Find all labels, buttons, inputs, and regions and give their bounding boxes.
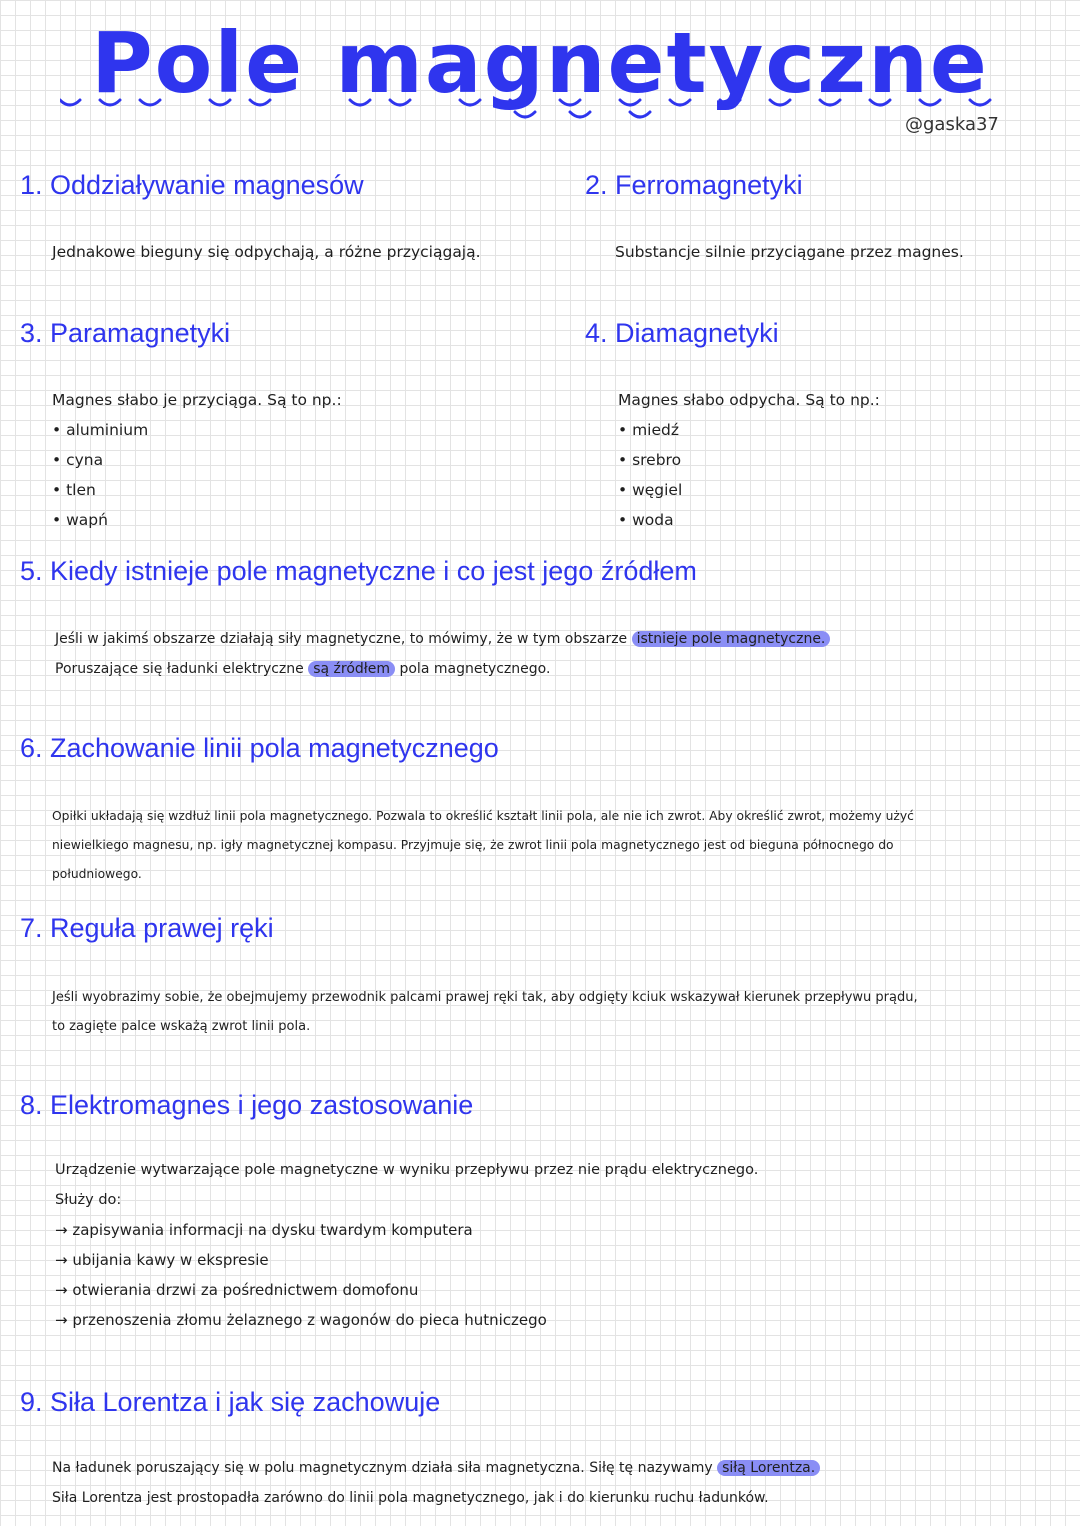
- list-item: • srebro: [618, 445, 880, 475]
- paramagnetic-list: [52, 415, 342, 535]
- list-item: • węgiel: [618, 475, 880, 505]
- section-7-heading: 7. Reguła prawej ręki: [20, 913, 274, 943]
- section-9-body: [52, 1453, 820, 1513]
- section-2-text: Substancje silnie przyciągane przez magnes.: [615, 243, 964, 261]
- section-8-line-1: Urządzenie wytwarzające pole magnetyczne w wyniku przepływu przez nie prądu elektrycznego.: [55, 1162, 759, 1178]
- section-8-heading: 8. Elektromagnes i jego zastosowanie: [20, 1090, 474, 1120]
- list-item: • miedź: [618, 415, 880, 445]
- section-1-heading: 1. Oddziaływanie magnesów: [20, 170, 364, 200]
- list-item: • aluminium: [52, 415, 342, 445]
- paragraph-line: Opiłki układają się wzdłuż linii pola magnetycznego. Pozwala to określić kształt linii pola, ale nie ich zwrot. Aby określić zwrot, możemy użyć: [52, 809, 914, 823]
- list-item: • tlen: [52, 475, 342, 505]
- section-7-body: [52, 983, 918, 1041]
- highlight-marker: są źródłem: [308, 661, 395, 677]
- section-4-body: [618, 385, 880, 535]
- section-8-line-2: Służy do:: [55, 1192, 122, 1208]
- section-5-line-2: [55, 654, 830, 684]
- list-item: • cyna: [52, 445, 342, 475]
- section-6-heading: 6. Zachowanie linii pola magnetycznego: [20, 733, 499, 763]
- list-item: • woda: [618, 505, 880, 535]
- paragraph-line: Jeśli wyobrazimy sobie, że obejmujemy przewodnik palcami prawej ręki tak, aby odgięty kciuk wskazywał kierunek przepływu prądu,: [52, 990, 918, 1005]
- section-4-heading: 4. Diamagnetyki: [585, 318, 779, 348]
- section-9-line-2: Siła Lorentza jest prostopadła zarówno do linii pola magnetycznego, jak i do kierunku ruchu ładunków.: [52, 1490, 769, 1506]
- paragraph-line: południowego.: [52, 867, 142, 881]
- highlight-marker: siłą Lorentza.: [717, 1460, 820, 1476]
- section-5-line-1: [55, 624, 830, 654]
- list-item: → otwierania drzwi za pośrednictwem domofonu: [55, 1275, 758, 1305]
- section-5-line-2-text: Poruszające się ładunki elektryczne: [55, 661, 304, 677]
- list-item: → zapisywania informacji na dysku twardym komputera: [55, 1215, 758, 1245]
- section-8-body: [55, 1155, 758, 1335]
- section-5-line-1-text: Jeśli w jakimś obszarze działają siły magnetyczne, to mówimy, że w tym obszarze: [55, 631, 628, 647]
- section-5-heading: 5. Kiedy istnieje pole magnetyczne i co jest jego źródłem: [20, 556, 697, 586]
- uses-list: [55, 1215, 758, 1335]
- section-4-intro: Magnes słabo odpycha. Są to np.:: [618, 391, 880, 409]
- list-item: → przenoszenia złomu żelaznego z wagonów do pieca hutniczego: [55, 1305, 758, 1335]
- section-9-line-1-text: Na ładunek poruszający się w polu magnetycznym działa siła magnetyczna. Siłę tę nazywamy: [52, 1460, 713, 1476]
- paragraph-line: to zagięte palce wskażą zwrot linii pola.: [52, 1019, 311, 1034]
- section-3-body: [52, 385, 342, 535]
- section-3-heading: 3. Paramagnetyki: [20, 318, 231, 348]
- author-handle: @gaska37: [905, 114, 999, 135]
- paragraph-line: niewielkiego magnesu, np. igły magnetycznej kompasu. Przyjmuje się, że zwrot linii pola magnetycznego jest od bieguna północnego do: [52, 838, 894, 852]
- section-2-heading: 2. Ferromagnetyki: [585, 170, 803, 200]
- section-1-text: Jednakowe bieguny się odpychają, a różne przyciągają.: [52, 243, 481, 261]
- section-5-body: [55, 624, 830, 684]
- list-item: → ubijania kawy w ekspresie: [55, 1245, 758, 1275]
- diamagnetic-list: [618, 415, 880, 535]
- page-title: Pole magnetyczne: [91, 14, 989, 112]
- title-underline-decoration: [60, 92, 1020, 120]
- section-9-line-1: [52, 1453, 820, 1483]
- section-9-heading: 9. Siła Lorentza i jak się zachowuje: [20, 1387, 441, 1417]
- section-5-line-2-end: pola magnetycznego.: [399, 661, 551, 677]
- section-6-body: [52, 802, 914, 889]
- highlight-marker: istnieje pole magnetyczne.: [632, 631, 831, 647]
- section-3-intro: Magnes słabo je przyciąga. Są to np.:: [52, 391, 342, 409]
- list-item: • wapń: [52, 505, 342, 535]
